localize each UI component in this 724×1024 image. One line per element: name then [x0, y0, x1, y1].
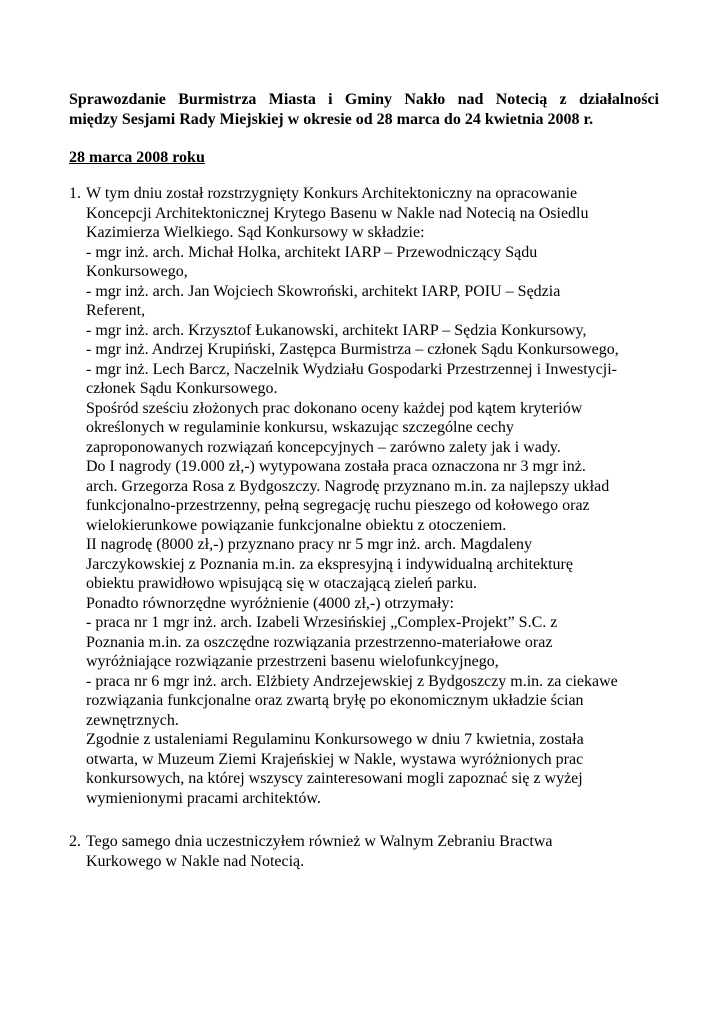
text-line: Tego samego dnia uczestniczyłem również w Walnym Zebraniu Bractwa: [86, 833, 553, 850]
text-line: wielokierunkowe powiązanie funkcjonalne obiektu z otoczeniem.: [86, 516, 507, 534]
list-item-number: 2.: [69, 833, 81, 850]
text-line: - mgr inż. arch. Michał Holka, architekt IARP – Przewodniczący Sądu: [86, 243, 538, 261]
list-item: [69, 184, 656, 808]
text-line: - praca nr 1 mgr inż. arch. Izabeli Wrzesińskiej „Complex-Projekt” S.C. z: [86, 614, 558, 631]
text-line: - mgr inż. arch. Jan Wojciech Skowroński, architekt IARP, POIU – Sędzia: [86, 282, 561, 300]
text-line: Zgodnie z ustaleniami Regulaminu Konkursowego w dniu 7 kwietnia, została: [86, 731, 584, 748]
text-line: określonych w regulaminie konkursu, wskazując szczególne cechy: [86, 419, 514, 436]
text-line: Spośród sześciu złożonych prac dokonano oceny każdej pod kątem kryteriów: [86, 399, 583, 417]
text-line: Ponadto równorzędne wyróżnienie (4000 zł,-) otrzymały:: [86, 594, 454, 612]
text-line: rozwiązania funkcjonalne oraz zwartą bryłę po ekonomicznym układzie ścian: [86, 692, 584, 709]
list-item-body: [86, 832, 656, 871]
text-line: - mgr inż. Andrzej Krupiński, Zastępca Burmistrza – członek Sądu Konkursowego,: [86, 341, 619, 358]
text-line: - praca nr 6 mgr inż. arch. Elżbiety Andrzejewskiej z Bydgoszczy m.in. za ciekawe: [86, 672, 618, 690]
text-line: Poznania m.in. za oszczędne rozwiązania przestrzenno-materiałowe oraz: [86, 633, 553, 651]
text-line: W tym dniu został rozstrzygnięty Konkurs Architektoniczny na opracowanie: [86, 185, 578, 202]
text-line: Do I nagrody (19.000 zł,-) wytypowana została praca oznaczona nr 3 mgr inż.: [86, 458, 586, 475]
report-title-line: między Sesjami Rady Miejskiej w okresie od 28 marca do 24 kwietnia 2008 r.: [69, 111, 594, 128]
list-item-body: [86, 184, 656, 808]
text-line: wyróżniające rozwiązanie przestrzeni basenu wielofunkcyjnego,: [86, 653, 499, 670]
text-line: członek Sądu Konkursowego.: [86, 380, 278, 397]
text-line: II nagrodę (8000 zł,-) przyznano pracy nr 5 mgr inż. arch. Magdaleny: [86, 536, 533, 553]
text-line: - mgr inż. Lech Barcz, Naczelnik Wydziału Gospodarki Przestrzennej i Inwestycji-: [86, 360, 617, 378]
report-title-line: Sprawozdanie Burmistrza Miasta i Gminy Nakło nad Notecią z działalności: [69, 91, 659, 108]
text-line: wymienionymi pracami architektów.: [86, 789, 321, 807]
text-line: - mgr inż. arch. Krzysztof Łukanowski, architekt IARP – Sędzia Konkursowy,: [86, 321, 587, 339]
text-line: Koncepcji Architektonicznej Krytego Basenu w Nakle nad Notecią na Osiedlu: [86, 204, 589, 222]
text-line: Kurkowego w Nakle nad Notecią.: [86, 852, 305, 870]
report-title: [69, 90, 659, 130]
date-heading: 28 marca 2008 roku: [69, 149, 205, 166]
text-line: arch. Grzegorza Rosa z Bydgoszczy. Nagrodę przyznano m.in. za najlepszy układ: [86, 477, 610, 495]
text-line: Kazimierza Wielkiego. Sąd Konkursowy w składzie:: [86, 224, 425, 241]
text-line: Jarczykowskiej z Poznania m.in. za ekspresyjną i indywidualną architekturę: [86, 555, 573, 573]
text-line: zaproponowanych rozwiązań koncepcyjnych – zarówno zalety jak i wady.: [86, 438, 561, 456]
text-line: obiektu prawidłowo wpisującą się w otaczającą zieleń parku.: [86, 575, 477, 592]
list-item: [69, 832, 656, 871]
text-line: funkcjonalno-przestrzenny, pełną segregację ruchu pieszego od kołowego oraz: [86, 497, 590, 514]
text-line: zewnętrznych.: [86, 711, 179, 729]
text-line: Referent,: [86, 302, 146, 319]
text-line: konkursowych, na której wszyscy zainteresowani mogli zapoznać się z wyżej: [86, 770, 583, 787]
text-line: Konkursowego,: [86, 263, 188, 280]
list-item-number: 1.: [69, 185, 81, 202]
text-line: otwarta, w Muzeum Ziemi Krajeńskiej w Nakle, wystawa wyróżnionych prac: [86, 750, 584, 768]
